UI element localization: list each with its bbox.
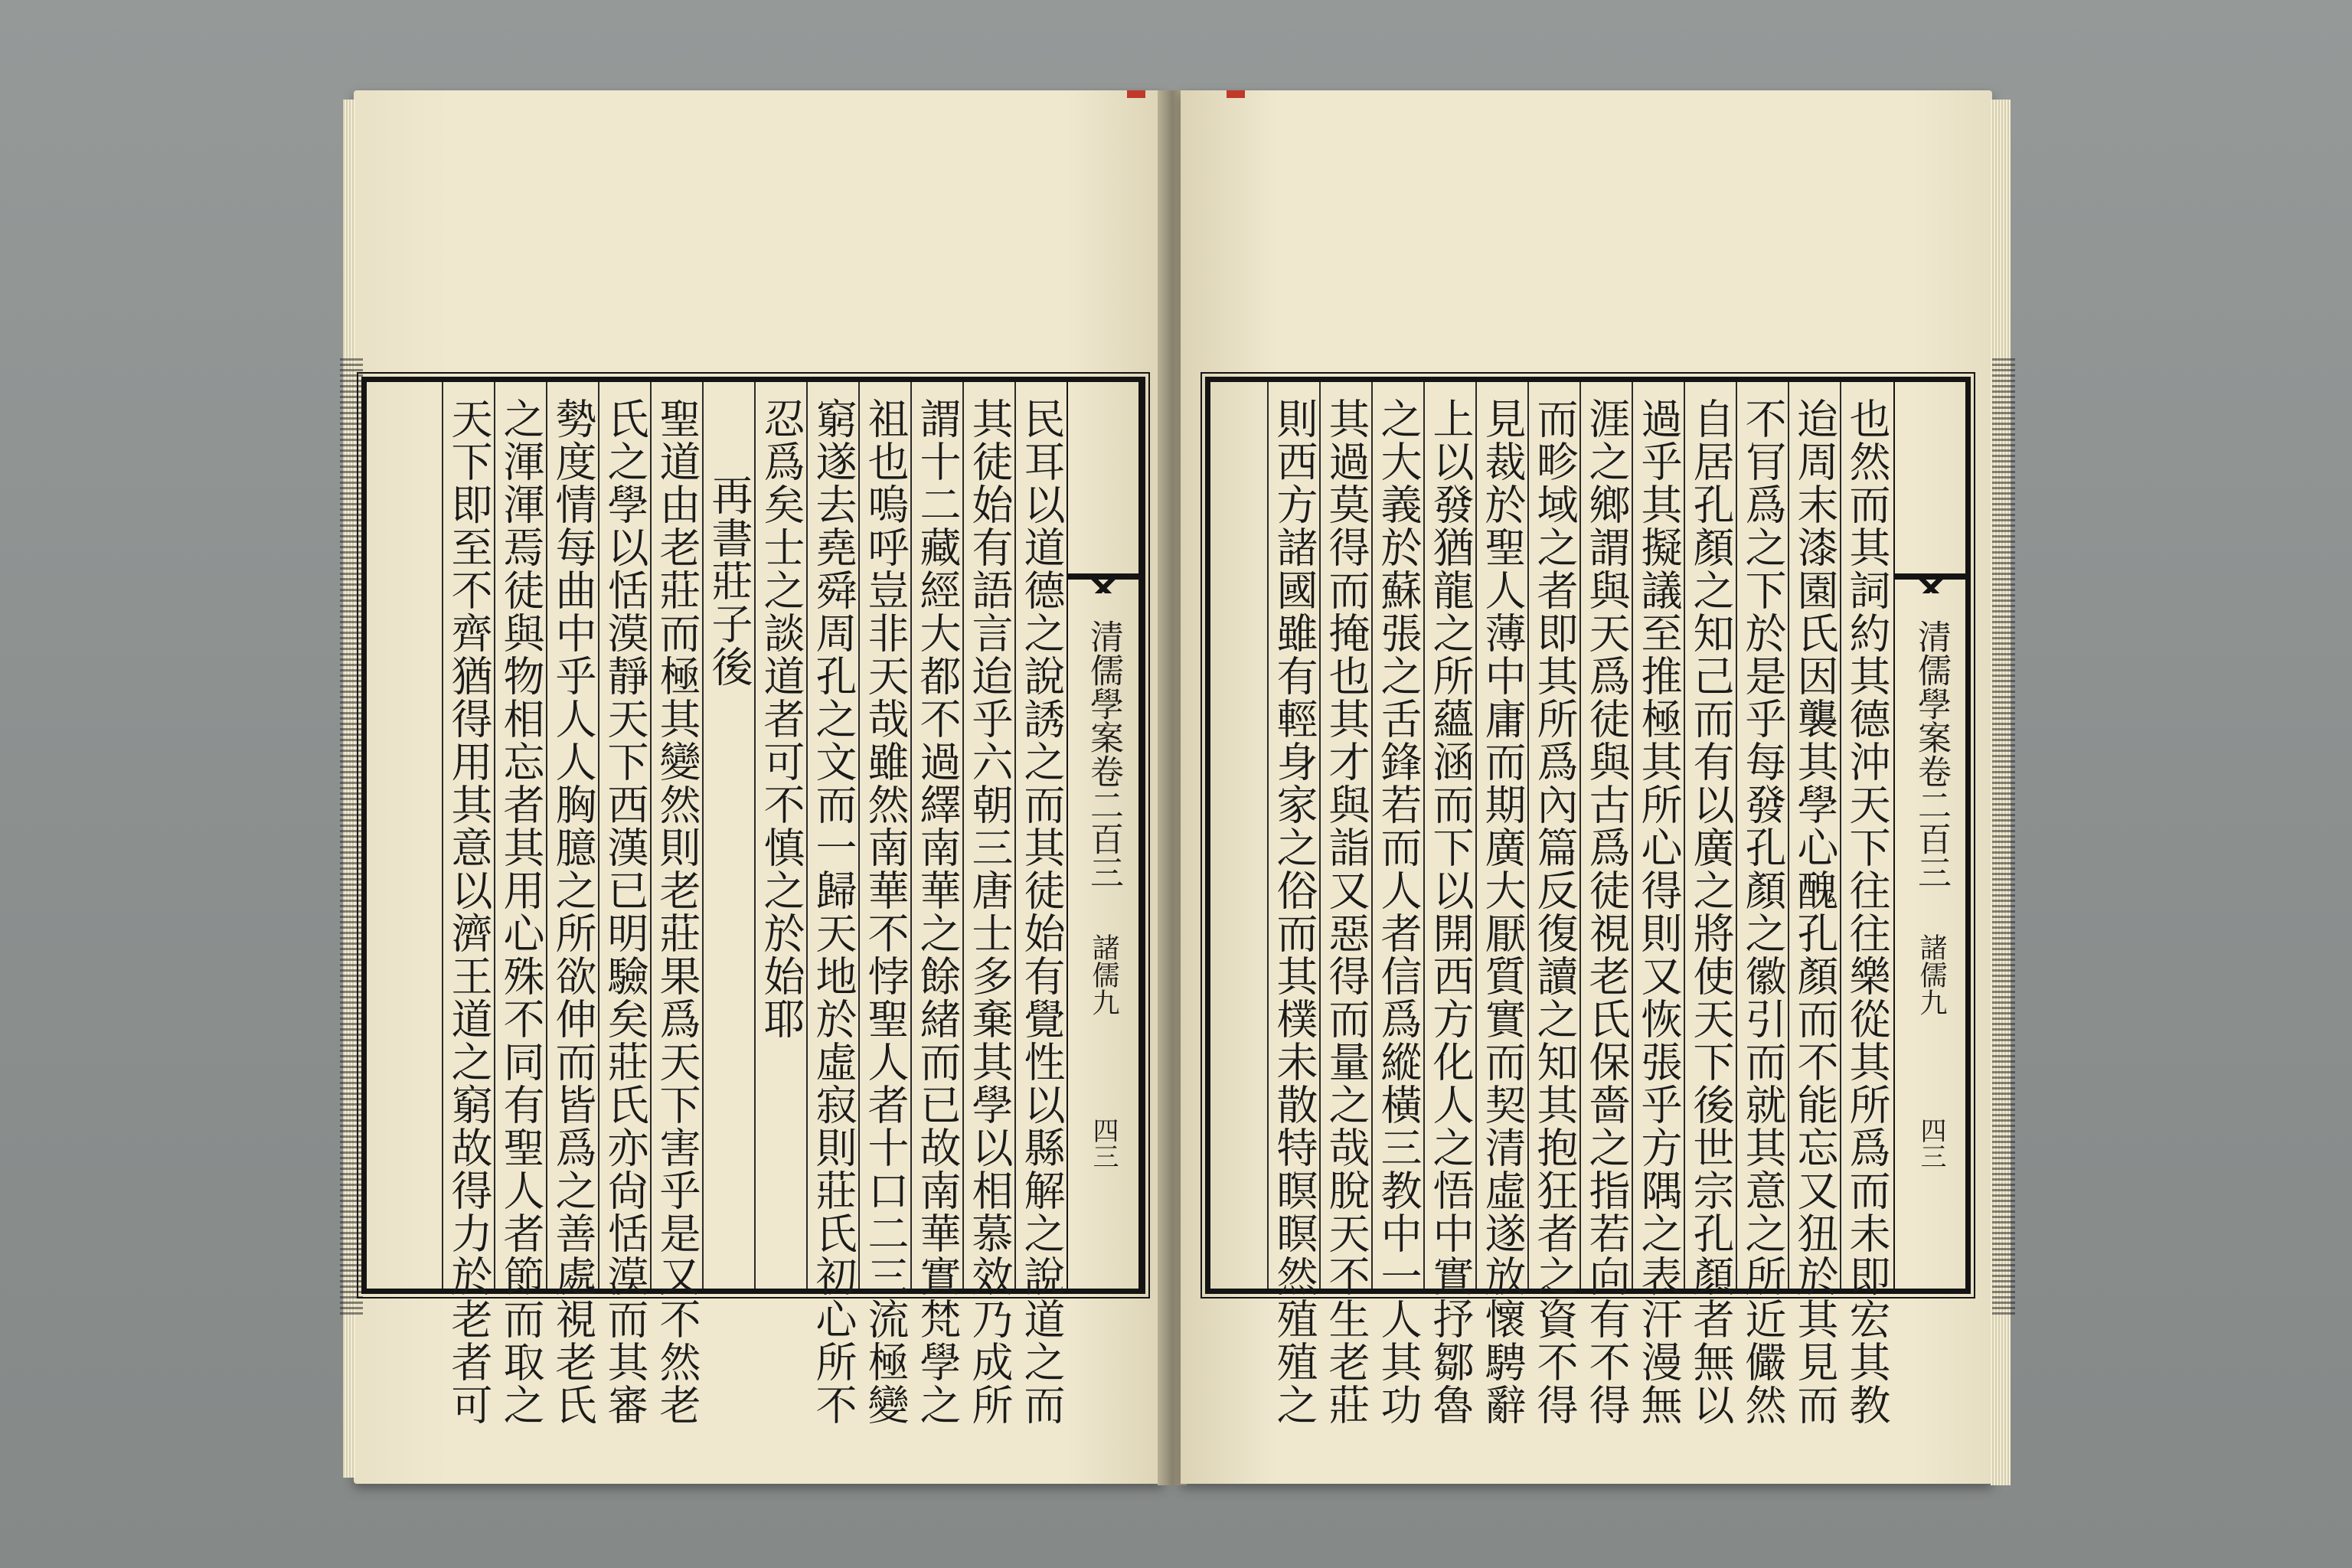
column-text: 自居孔顏之知己而有以廣之將使天下後世宗孔顏者無以 (1687, 397, 1735, 1426)
essay-title: 再書莊子後 (705, 474, 753, 688)
right-fishtail-mark (1895, 573, 1967, 593)
text-column (494, 382, 546, 1426)
column-text: 上以發猶龍之所蘊涵而下以開西方化人之悟中實抒鄒魯 (1426, 397, 1475, 1426)
text-column (702, 382, 754, 1289)
text-column (962, 382, 1014, 1426)
left-fishtail-mark (1068, 573, 1138, 593)
left-fold-section: 諸儒九 (1088, 933, 1119, 1016)
column-text: 其徒始有語言迨乎六朝三唐士多棄其學以相慕效乃成所 (965, 397, 1014, 1426)
text-column (858, 382, 910, 1426)
left-red-tab (1127, 90, 1145, 98)
text-column (1267, 382, 1319, 1426)
right-fold-page-number: 四三 (1916, 1117, 1946, 1169)
right-fold-section: 諸儒九 (1916, 933, 1947, 1016)
column-text: 見裁於聖人薄中庸而期廣大厭質實而契清虛遂放懷騁辭 (1478, 397, 1527, 1426)
text-column (1527, 382, 1579, 1426)
column-text: 則西方諸國雖有輕身家之俗而其樸未散特瞑瞑然殖殖之 (1270, 397, 1318, 1426)
column-text: 聖道由老莊而極其變然則老莊果爲天下害乎是又不然老 (653, 397, 701, 1426)
text-column (1423, 382, 1475, 1426)
left-text-columns (367, 382, 1067, 1426)
column-text: 窮遂去堯舜周孔之文而一歸天地於虛寂則莊氏初心所不 (809, 397, 858, 1426)
column-text: 謂十二藏經大都不過繹南華之餘緒而已故南華實梵學之 (913, 397, 962, 1426)
text-column (1475, 382, 1527, 1426)
column-text: 其過莫得而掩也其才與詣又惡得而量之哉脫天不生老莊 (1322, 397, 1370, 1426)
right-page (1181, 90, 1992, 1484)
column-text: 也然而其詞約其德沖天下往往樂從其所爲而未即宏其教 (1843, 397, 1891, 1426)
column-text: 過乎其擬議至推極其所心得則又恢張乎方隅之表汗漫無 (1635, 397, 1683, 1426)
column-text: 之大義於蘇張之舌鋒若而人者信爲縱橫三教中一人其功 (1374, 397, 1423, 1426)
text-column (1840, 382, 1892, 1426)
text-column (1371, 382, 1423, 1426)
column-text: 涯之鄉謂與天爲徒與古爲徒視老氏保嗇之指若向有不得 (1583, 397, 1631, 1426)
right-red-tab (1227, 90, 1245, 98)
column-text: 迨周末漆園氏因襲其學心醜孔顏而不能忘又狃於其見而 (1791, 397, 1839, 1426)
left-block-bleed (340, 358, 363, 1315)
column-text: 忍爲矣士之談道者可不慎之於始耶 (757, 397, 805, 1040)
left-text-frame (361, 377, 1145, 1426)
column-text: 不肎爲之下於是乎每發孔顏之徽引而就其意之所近儼然 (1739, 397, 1787, 1426)
column-text: 天下即至不齊猶得用其意以濟王道之窮故得力於老者可 (445, 397, 493, 1426)
left-fold-page-number: 四三 (1088, 1117, 1119, 1169)
right-fold-strip (1893, 382, 1967, 1289)
open-book (354, 90, 2007, 1507)
left-fold-strip (1067, 382, 1140, 1289)
right-text-columns (1210, 382, 1892, 1426)
column-text: 之渾渾焉徒與物相忘者其用心殊不同有聖人者節而取之 (497, 397, 545, 1426)
text-column (598, 382, 650, 1426)
text-column (1632, 382, 1684, 1426)
text-column (806, 382, 858, 1426)
text-column (910, 382, 962, 1426)
text-column (650, 382, 702, 1426)
text-column (1014, 382, 1067, 1426)
column-text: 民耳以道德之說誘之而其徒始有覺性以縣解之說道之而 (1018, 397, 1066, 1426)
left-fold-title: 清儒學案卷二百三 (1084, 619, 1123, 889)
text-column (1736, 382, 1788, 1426)
right-block-bleed (1992, 358, 2015, 1315)
text-column (1684, 382, 1736, 1426)
text-column (754, 382, 806, 1289)
column-text: 祖也嗚呼豈非天哉雖然南華不悖聖人者十口二三流極變 (861, 397, 910, 1426)
text-column (546, 382, 598, 1426)
column-text: 而畛域之者即其所爲內篇反復讀之知其抱狂者之資不得 (1530, 397, 1579, 1426)
column-text: 氏之學以恬漠靜天下西漢已明驗矣莊氏亦尙恬漠而其審 (601, 397, 649, 1426)
right-fold-title: 清儒學案卷二百三 (1912, 619, 1951, 889)
text-column (1579, 382, 1632, 1426)
text-column (442, 382, 494, 1426)
left-page (354, 90, 1164, 1484)
column-text: 勢度情每曲中乎人人胸臆之所欲伸而皆爲之善處視老氏 (549, 397, 597, 1426)
right-text-frame (1205, 377, 1971, 1426)
text-column (1788, 382, 1840, 1426)
text-column (1319, 382, 1371, 1426)
